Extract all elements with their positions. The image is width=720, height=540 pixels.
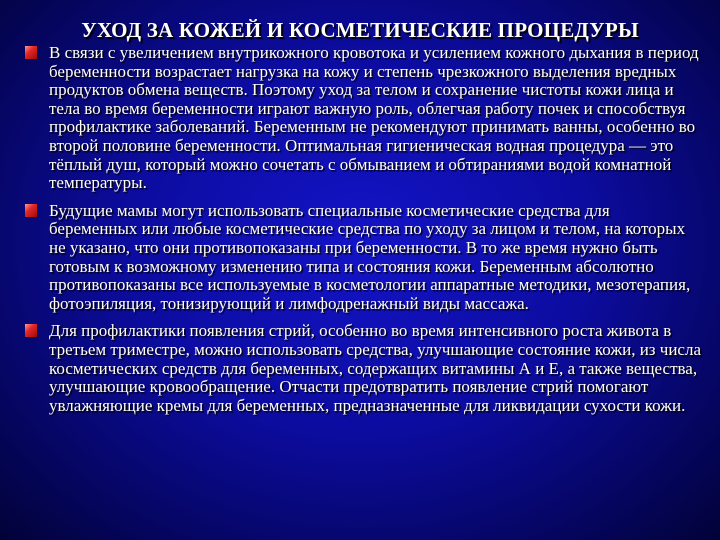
square-bullet-icon	[25, 204, 37, 217]
bullet-item	[20, 322, 702, 415]
square-bullet-icon	[25, 324, 37, 337]
bullet-text: Для профилактики появления стрий, особенно во время интенсивного роста живота в третьем триместре, можно использовать средства, улучшающие состояние кожи, из числа косметических средств для беременных, содержащих витамины А и Е, а также вещества, улучшающие кровообращение. Отчасти предотвратить появление стрий помогают увлажняющие кремы для беременных, предназначенные для ликвидации сухости кожи.	[49, 321, 701, 415]
bullet-text: Будущие мамы могут использовать специальные косметические средства для беременных или любые косметические средства по уходу за лицом и телом, на которых не указано, что они противопоказаны при беременности. В то же время нужно быть готовым к возможному изменению типа и состояния кожи. Беременным абсолютно противопоказаны все используемые в косметологии аппаратные методики, мезотерапия, фотоэпиляция, тонизирующий и лимфодренажный виды массажа.	[49, 200, 691, 313]
slide-title: УХОД ЗА КОЖЕЙ И КОСМЕТИЧЕСКИЕ ПРОЦЕДУРЫ	[81, 18, 639, 42]
bullet-item	[20, 202, 702, 314]
square-bullet-icon	[25, 46, 37, 59]
bullet-list	[20, 44, 702, 424]
bullet-item	[20, 44, 702, 193]
bullet-text: В связи с увеличением внутрикожного кровотока и усилением кожного дыхания в период беременности возрастает нагрузка на кожу и степень чрезкожного выделения вредных продуктов обмена веществ. Поэтому уход за телом и сохранение чистоты кожи лица и тела во время беременности играют важную роль, облегчая работу почек и способствуя профилактике заболеваний. Беременным не рекомендуют принимать ванны, особенно во второй половине беременности. Оптимальная гигиеническая водная процедура — это тёплый душ, который можно сочетать с обмыванием и обтираниями водой комнатной температуры.	[49, 43, 699, 193]
